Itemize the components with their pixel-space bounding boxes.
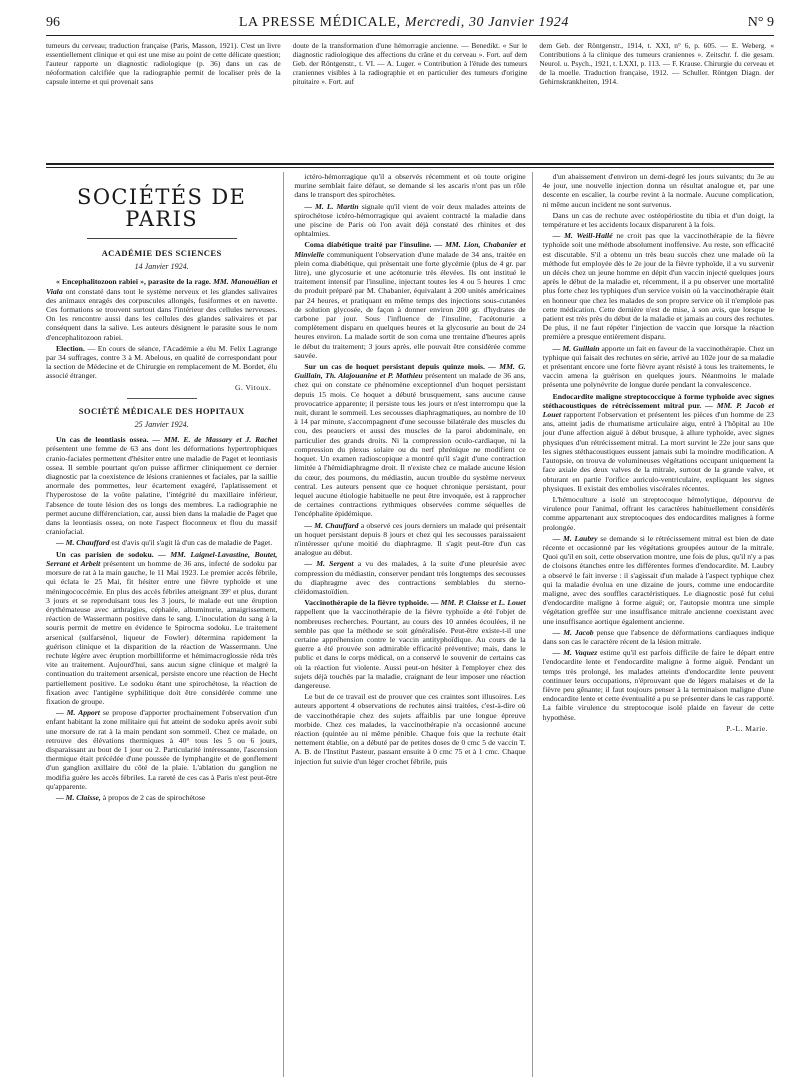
paragraph [46, 550, 277, 706]
paragraph [46, 435, 277, 536]
paragraph [543, 648, 774, 722]
authors: — M. Jacob [552, 627, 594, 637]
paragraph [543, 211, 774, 229]
paragraph [294, 202, 525, 239]
authors: — M. Laubry [552, 533, 598, 543]
column-3-items [543, 172, 774, 722]
authors: — M. Chauffard [56, 538, 110, 548]
paragraph-body: ont constaté dans tout le système nerveux et les glandes salivaires des animaux enragés des corpuscules allongés, fusiformes et en navette. Ces formations se trouvent surtout dans l'intérieur des cellules nerveuses. On les rencontre aussi dans les cellules des glandes salivaires et par conséquent dans la salive. Les auteurs désignent le parasite sous le nom d'encephalitozoon rabiei. [46, 286, 278, 342]
section-divider [46, 163, 774, 165]
paragraph-body: pense que l'absence de déformations cardiaques indique dans son cas le caractère récent de la lésion mitrale. [542, 627, 774, 646]
paragraph [543, 628, 774, 646]
column-2-items [294, 172, 525, 766]
paragraph [294, 598, 525, 690]
paragraph-body: a observé ces jours derniers un malade qui présentait un hoquet persistant depuis 8 jours et chez qui les secousses paraissaient n'intéresser qu'une moitié du diaphragme. Il s'agit peut-être d'un cas analogue au début. [294, 520, 526, 558]
article-columns [46, 172, 774, 1077]
communication-title: Election. [56, 343, 85, 353]
paragraph-body: estime qu'il est parfois difficile de faire le départ entre l'endocardite lente et l'endocardite maligne à forme aiguë. Pendant un temps très prolongé, les malades atteints d'endocardite lente peuvent continuer leurs occupations, n'éprouvant que de légers malaises et de la fièvre peu gênante; il faut toujours penser à la terminaison maligne d'une endocardite lente et cette éventualité a pu se présenter dans le cas rapporté. La faible virulence du streptocoque isolé plaide en faveur de cette hypothèse. [542, 648, 774, 722]
paragraph [294, 362, 525, 518]
authors: — MM. Lion, Chabanier et Minvielle [294, 240, 526, 259]
paragraph [46, 277, 277, 341]
paragraph-body: Dans un cas de rechute avec ostéopériostite du tibia et d'un doigt, la température et les accidents locaux disparurent à la fois. [542, 210, 774, 230]
paragraph [46, 344, 277, 381]
communication-title: Un cas de leontiasis ossea. [56, 435, 149, 445]
paragraph [294, 692, 525, 766]
paragraph-body: communiquent l'observation d'une malade de 34 ans, traitée en plein coma diabétique, qui présentait une forte glycémie (plus de 4 gr. par litre), une glycosurie et une acétonurie très élevées. Ils ont institué le traitement intensif par l'insuline, injectant toutes les 4 ou 5 heures 1 cmc du produit préparé par M. Chabanier, équivalant à 200 unités américaines par 24 heures, et pratiquant en même temps des injections sous-cutanées de solution glycosée, de façon à donner environ 200 gr. d'hydrates de carbone par jour. Sous l'influence de l'insuline, l'acétonurie a complètement disparu en quelques heures et la glycosurie au bout de 24 heures environ. La malade sortit de son coma une trentaine d'heures après le début du traitement; 3 jours après, elle pouvait être considérée comme sauvée. [294, 249, 526, 360]
hopitaux-date: 25 Janvier 1924. [134, 420, 189, 430]
column-3 [532, 172, 774, 1077]
communication-title: Endocardite maligne streptococcique à forme typhoïde avec signes stéthacoustiques de rétrécissement mitral pur. [542, 391, 774, 410]
paragraph-body: rappellent que la vaccinothérapie de la fièvre typhoïde a été l'objet de nombreuses recherches. Pourtant, au cours des 10 années écoulées, il ne semble pas que la méthode se soit généralisée. Peut-être existe-t-il une certaine appréhension contre le vaccin antityphoïdique. Au cours de la guerre a été prouvée son admirable efficacité préventive; mais, dans le public et dans le corps médical, on a conservé le souvenir de certains cas où la réaction fut violente. Aussi peut-on hésiter à l'employer chez des sujets déjà touchés par la maladie, craignant de leur imposer une réaction dangereuse. [294, 607, 526, 690]
authors: — M. Apport [56, 708, 100, 718]
paragraph [294, 559, 525, 596]
authors: — MM. P. Claisse et L. Louet [430, 598, 526, 608]
authors: — M. Weill-Hallé [552, 231, 613, 241]
paragraph [46, 793, 277, 802]
authors: — M. Chauffard [304, 520, 359, 530]
paragraph-body: à propos de 2 cas de spirochétose [102, 792, 206, 802]
issue-date: Mercredi, 30 Janvier 1924 [404, 15, 569, 30]
authors: — M. Guillain [552, 343, 600, 353]
section-divider-thin [46, 167, 774, 168]
paragraph [543, 495, 774, 532]
bibliography-column: doute de la transformation d'une hémorragie ancienne. — Benedikt. « Sur le diagnostic radiologique des affections du crâne et du cerveau ». Fort. auf dem Geb. der Röntgenstr., t. VI. — A. Luger. « Contribution à l'étude des tumeurs craniennes visibles à la radiographie et en particulier des tumeurs d'origine pituitaire ». Fort. auf [292, 41, 528, 86]
authors: — MM. P. Jacob et Louet [542, 400, 774, 420]
paragraph [294, 521, 525, 558]
column-1-items [46, 435, 277, 802]
hopitaux-heading: SOCIÉTÉ MÉDICALE DES HOPITAUX [78, 405, 245, 416]
communication-title: Coma diabétique traité par l'insuline. [304, 240, 432, 250]
paragraph-body: se propose d'apporter prochainement l'observation d'un enfant habitant la zone militaire qui fut atteint de sodoku après avoir subi une morsure de rat à la main pendant son sommeil. Chez ce malade, on retrouve des élévations thermiques à 40° tous les 5 ou 6 jours, disparaissant au bout de 1 jour ou 2. Particularité intéressante, l'ascension thermique était précédée d'une poussée de lymphangite et de gonflement d'un ganglion axillaire du côté de la plaie. L'ablation du ganglion ne modifia guère les accès fébriles. La rareté de ces cas à Paris n'est peut-être qu'apparente. [46, 708, 278, 791]
authors: — MM. E. de Massary et J. Rachet [152, 435, 278, 445]
academie-signature: G. Vitoux. [235, 382, 272, 392]
column-3-signature: P.-L. Marie. [726, 723, 768, 733]
journal-name: LA PRESSE MÉDICALE, [238, 15, 401, 30]
bibliography-continuation [46, 41, 774, 157]
paragraph [543, 344, 774, 390]
authors: — M. Vaquez [552, 648, 598, 658]
paragraph-body: a vu des malades, à la suite d'une pleurésie avec compression du médiastin, conserver pendant très longtemps des secousses du diaphragme avec des contractions semblables du sterno-cléidomastoïdien. [294, 559, 526, 596]
paragraph-body: se demande si le rétrécissement mitral est bien de date récente et occasionné par les végétations groupées autour de la mitrale. Quoi qu'il en soit, cette observation montre, une fois de plus, qu'il n'y a pas de cloisons étanches entre les différentes formes d'endocardite. M. Laubry a observé le fait inverse : il s'agissait d'un malade à l'aspect typhique chez qui la maladie évolua en une dizaine de jours, comme une endocardite maligne, avec des souffles caractéristiques. Le diagnostic posé fut celui d'endocardite maligne à forme aiguë; or, l'autopsie montra une simple végétation greffée sur une insuffisance mitrale ancienne coexistant avec une insuffisance aortique également ancienne. [542, 533, 774, 626]
bibliography-column: tumeurs du cerveau; traduction française (Paris, Masson, 1921). C'est un livre essentiellement clinique et qui est une mise au point de cette délicate question; l'auteur rapporte un diagnostic radiologique (p. 36) dans un cas de néoformation calcifiée que la radiographie permit de localiser près de la capsule interne et qui provenait sans [46, 41, 281, 86]
communication-title: « Encephalitozoon rabiei », parasite de la rage. [56, 277, 211, 287]
journal-title [239, 15, 569, 31]
page-header [46, 10, 774, 36]
paragraph [543, 392, 774, 493]
paragraph-body: est d'avis qu'il s'agit là d'un cas de maladie de Paget. [111, 538, 273, 548]
paragraph-body: apporte un fait en faveur de la vaccinothérapie. Chez un typhique qui faisait des rechutes en série, arrivé au 102e jour de sa maladie et présentant encore une forte fièvre ayant résisté à tous les traitements, le vaccin amena la guérison en quelques jours. Néanmoins le malade présenta une polynévrite de longue durée pendant la convalescence. [542, 343, 774, 390]
authors: — M. L. Martin [304, 201, 359, 211]
separator [127, 398, 197, 399]
paragraph-body: présentent un malade de 36 ans, chez qui on constate ce phénomène exceptionnel d'un hoquet persistant depuis 15 mois. Ce hoquet a débuté brusquement, sans aucune cause provocatrice apparente; il persiste tous les jours et n'est interrompu que la nuit, durant le sommeil. Les secousses diaphragmatiques, au nombre de 10 à 14 par minute, s'accompagnent d'une secousse bilatérale des muscles du cou, des peauciers et aussi des muscles de la paroi abdominale, en particulier des grands droits. Ni la compression oculo-cardiaque, ni la compression du plexus solaire ou du nerf phrénique ne modifient ce hoquet. Un examen radioscopique a montré qu'il s'agit d'une contraction limitée à l'hémidiaphragme droit. Il n'existe chez ce malade aucune lésion du cœur, des poumons, du médiastin, aucun trouble du système nerveux central. Les auteurs pensent que ce hoquet chronique persistant, pour lequel aucune étiologie habituelle ne peut être invoquée, est à rapprocher de certaines contractions rythmiques observées comme séquelles de l'encéphalite épidémique. [294, 371, 526, 519]
academie-date: 14 Janvier 1924. [134, 262, 189, 272]
authors: — MM. Laignel-Lavastine, Boutet, Serrant et Arbeit [46, 549, 278, 568]
authors: MM. Manouélian et Viala [46, 277, 278, 296]
paragraph-body: Le but de ce travail est de prouver que ces craintes sont illusoires. Les auteurs apportent 4 observations de rechutes ainsi traitées, c'est-à-dire où de vaccinothérapie chez des sujets affaiblis par une longue épreuve morbide. Chez ces malades, la vaccinothérapie n'a occasionné aucune réaction (quintée au ni même pénible. Chaque fois que la rechute était nettement établie, on a débuté par de petites doses de 0 cmc 5 de vaccin T. A. B. de l'Institut Pasteur, passant ensuite à 0 cmc 75 et à 1 cmc. Chaque injection fut suivie d'un léger crochet fébrile, puis [294, 692, 526, 766]
paragraph-body: présentent un homme de 36 ans, infecté de sodoku par morsure de rat à la main gauche, le 11 Mai 1923. Le premier accès fébrile, qui éclata le 25 Mai, fit hésiter entre une fièvre typhoïde et une méningococcémie. En plus des accès fébriles atteignant 39° et plus, durant 3 jours et se reproduisant tous les 3 jours, le malade eut une éruption érythémateuse avec arthralgies, céphalée, albuminurie, amaigrissement, réaction de Wassermann positive dans le sang. L'inoculation du sang à la souris permit de mettre en évidence le Spirocma sodoku. Le traitement arsenical (sulfarsénol, liqueur de Fowler) détermina rapidement la guérison clinique et la disparition de la réaction de Wassermann. Une rechute légère avec éruption morbilliforme et hémimacroglossie réda très vite au traitement. Aujourd'hui, sans aucun signe clinique et malgré la continuation du traitement arsenical, persiste encore une réaction de Hecht partiellement positive. Le sodoku étant une spirochétose, la réaction de fixation avec l'antigène syphilitique doit être considérée comme une fixation de groupe. [46, 558, 278, 706]
paragraph-body: ictéro-hémorragique qu'il a observés récemment et où toute origine murine semblait faire défaut, se demande si les ascaris n'ont pas un rôle dans le transport des spirochètes. [294, 172, 526, 200]
paragraph [543, 172, 774, 209]
paragraph-body: rapportent l'observation et présentent les pièces d'un homme de 23 ans, atteint jadis de rhumatisme articulaire aigu, entré à l'hôpital au 10e jour d'une affection aiguë à début brusque, à allure typhoïde, avec signes physiques d'un rétrécissement mitral. La mort survint le 22e jour sans que les signes stéthacoustiques eussent jamais subi la moindre modification. A l'autopsie, on trouva de volumineuses végétations occupant uniquement la face axiale des deux valves de la mitrale, surtout de la grande valve, et obturant en partie l'orifice auriculo-ventriculaire, expliquant les signes physiques. Il existait des embolies viscérales récentes. [542, 410, 774, 493]
authors: — M. Sergent [304, 559, 354, 569]
authors: — MM. G. Guillain, Th. Alajouanine et P. Mathieu [294, 362, 526, 381]
communication-title: Vaccinothérapie de la fièvre typhoïde. [304, 598, 429, 608]
paragraph [543, 534, 774, 626]
paragraph [543, 231, 774, 341]
paragraph-body: présentent une femme de 63 ans dont les déformations hypertrophiques cranio-faciales permettent d'hésiter entre une maladie de Paget et leontiasis ossea. Il semble pourtant qu'on puisse affirmer cliniquement ce dernier diagnostic par la coexistence de lésions craniennes et faciales, par la saillie anormale des pommettes, leur écartement exagéré, l'aplatissement et l'hyperostose de la voûte palatine, l'intégrité du maxillaire inférieur, l'absence de toute lésion des os longs des membres. La radiographie ne permet aucune différenciation, car, aussi bien dans la maladie de Paget que dans la leontiasis ossea, on note l'aspect floconneux et flou du massif craniofacial. [46, 444, 278, 537]
title-rule [87, 238, 237, 239]
academie-items [46, 277, 277, 380]
paragraph [46, 708, 277, 791]
column-2 [283, 172, 525, 1077]
paragraph [46, 538, 277, 547]
page-number: 96 [46, 15, 60, 30]
paragraph [294, 240, 525, 360]
paragraph-body: signale qu'il vient de voir deux malades atteints de spirochétose ictéro-hémorragique qui avaient contracté la maladie dans une piscine de Paris où l'on avait déjà constaté des rhinites et des ophtalmies. [294, 201, 526, 239]
bibliography-column: dem Geb. der Röntgenstr., 1914, t. XXI, n° 6, p. 605. — E. Weberg. « Contributions à la clinique des tumeurs craniennes ». Zeitschr. f. die gesam. Neurol. u. Psych., 1921, t. LXXI, p. 113. — F. Krause. Chirurgie du cerveau et de la moelle. Traduction française, 1912. — Schuller. Röntgen Diagn. der Gehirnskrankheiten, 1914. [539, 41, 775, 86]
authors: — M. Claisse, [56, 792, 101, 802]
paragraph-body: ne croit pas que la vaccinothérapie de la fièvre typhoïde soit une méthode absolument inoffensive. Au reste, son efficacité est discutable. S'il a obtenu un très beau succès chez une malade où la méthode fut employée dès le 2e jour de la fièvre typhoïde, il a vu survenir un décès chez un jeune homme en dépit d'un vaccin injecté quelques jours après le début de la maladie et, récemment, il a pu observer une mortalité plus forte chez les typhiques d'un service voisin où la vaccinothérapie était en honneur que chez les malades de son propre service où il n'emploie pas cette médication. Cette dernière n'est de mise, à son avis, que lorsque le patient est très près du début de la maladie et jamais au cours des rechutes. De plus, il ne faut répéter l'injection de vaccin que lorsque la réaction première a presque entièrement disparu. [542, 231, 774, 342]
paragraph-body: L'hémoculture a isolé un streptocoque hémolytique, dépourvu de virulence pour l'animal, offrant les caractères habituellement considérés comme appartenant aux streptocoques des endocardites malignes à forme prolongée. [542, 494, 774, 532]
communication-title: Un cas parisien de sodoku. [56, 549, 154, 559]
column-1 [46, 172, 277, 1077]
section-title: SOCIÉTÉS DE PARIS [77, 185, 247, 231]
paragraph-body: d'un abaissement d'environ un demi-degré les jours suivants; du 3e au 4e jour, une nouvelle injection donna un résultat analogue et, par une descente en escalier, la courbe revint à la normale. Aucune complication, ni même aucun incident ne sont survenus. [542, 172, 774, 209]
academie-heading: ACADÉMIE DES SCIENCES [101, 248, 222, 258]
paragraph [294, 172, 525, 200]
issue-number: N° 9 [747, 15, 774, 30]
communication-title: Sur un cas de hoquet persistant depuis quinze mois. [304, 362, 485, 372]
paragraph-body: — En cours de séance, l'Académie a élu M. Felix Lagrange par 34 suffrages, contre 3 à M. Abelous, en qualité de correspondant pour la section de Médecine et de Chirurgie en remplacement de M. Bordet, élu associé étranger. [46, 343, 278, 381]
